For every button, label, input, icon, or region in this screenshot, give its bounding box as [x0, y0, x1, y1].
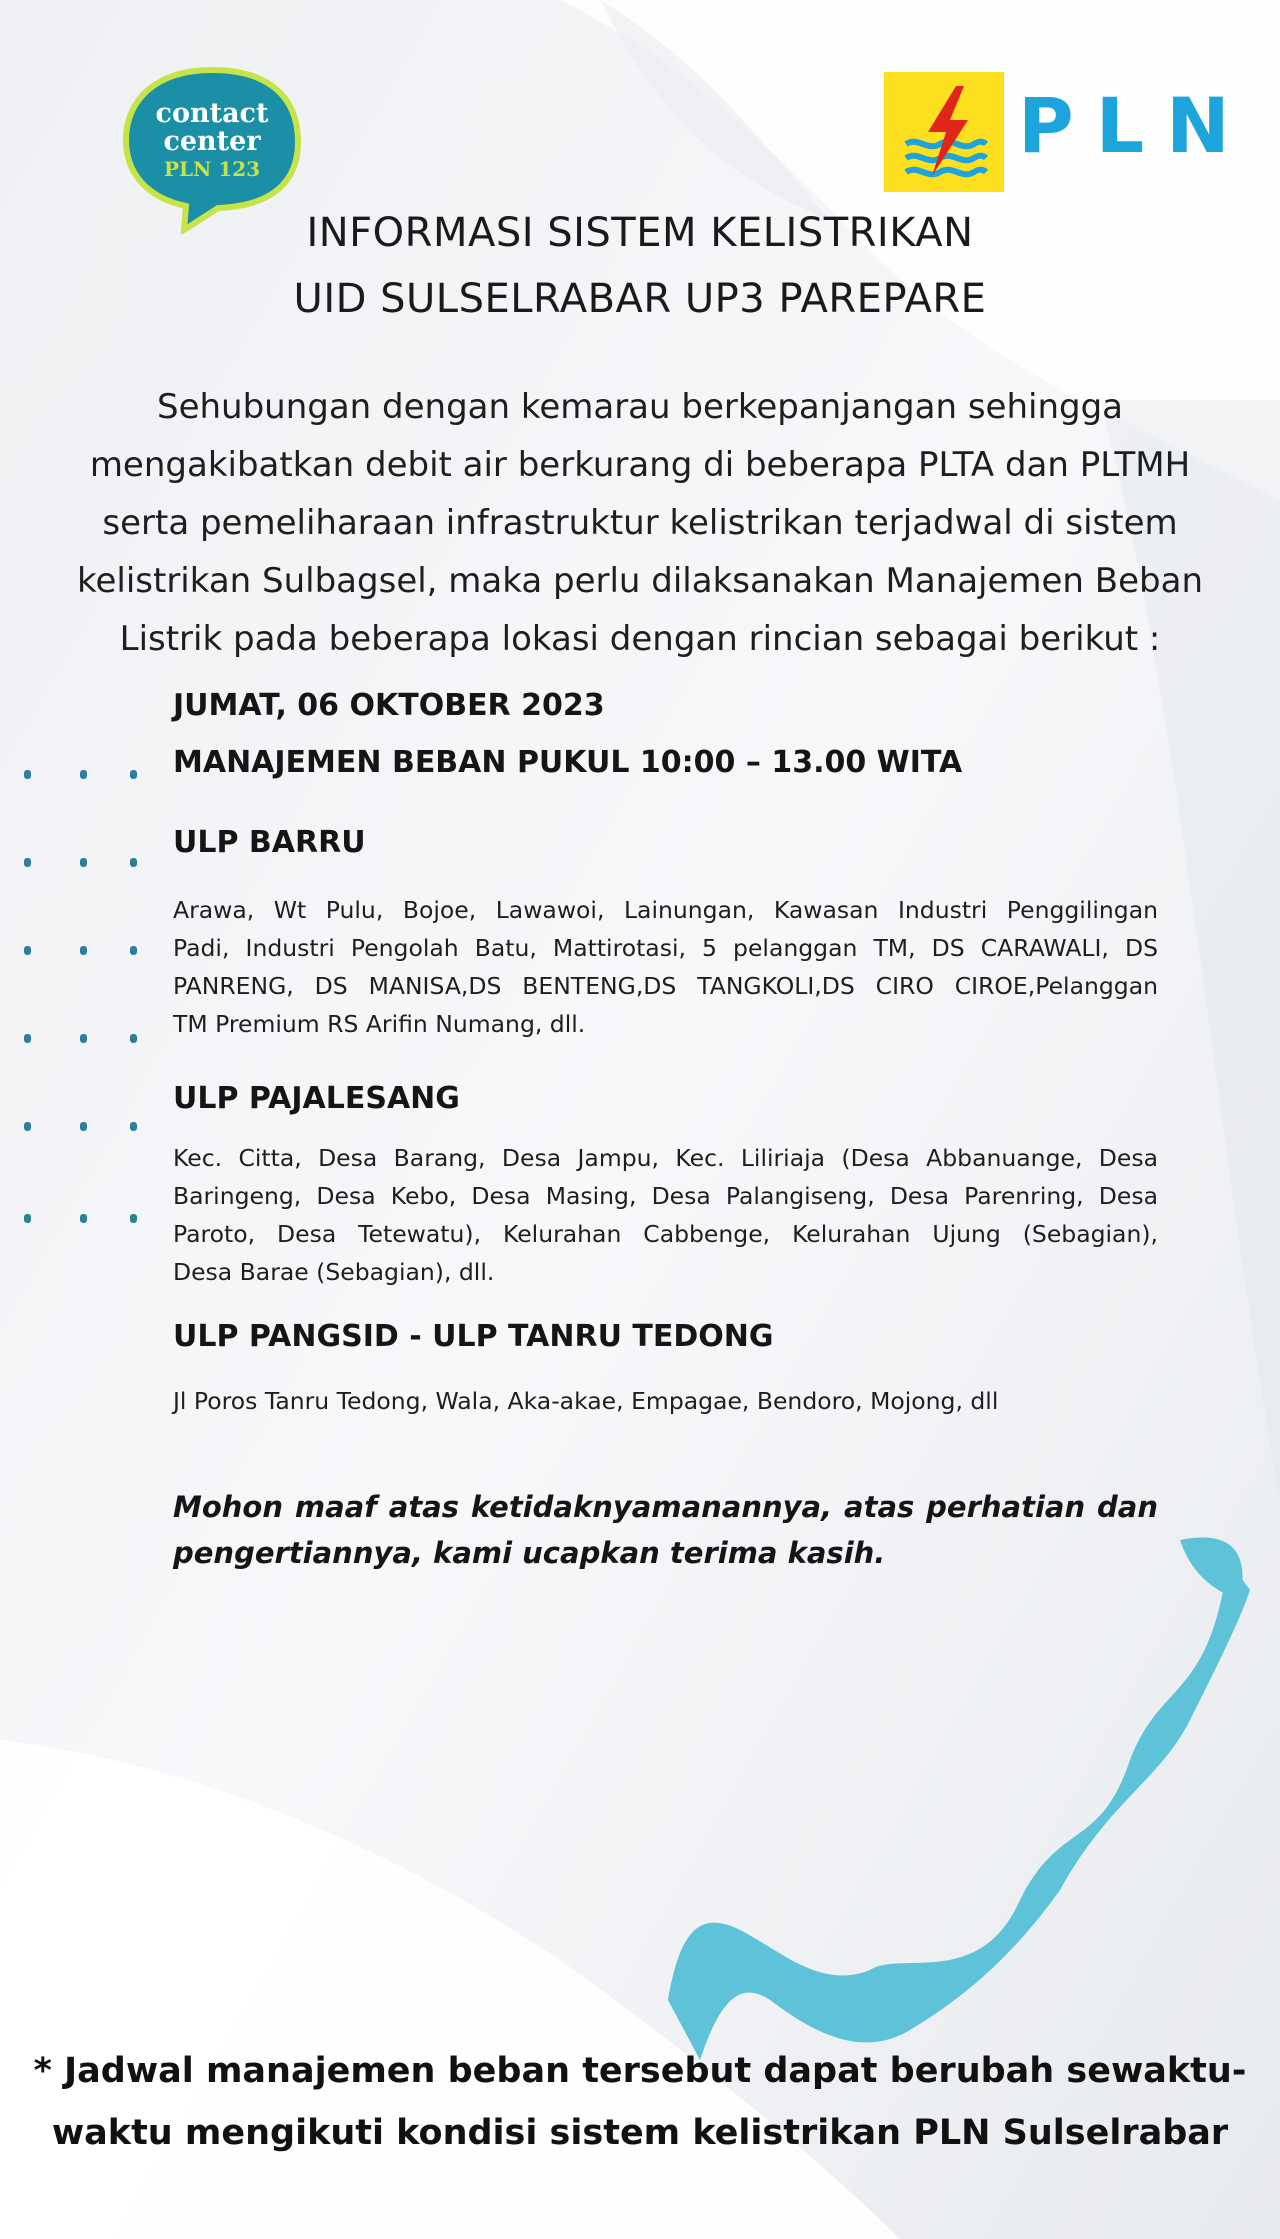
body-line: Arawa, Wt Pulu, Bojoe, Lawawoi, Lainungan, Kawasan Industri Penggilingan [173, 896, 1158, 924]
body-line: Jl Poros Tanru Tedong, Wala, Aka-akae, Empagae, Bendoro, Mojong, dll [173, 1387, 999, 1415]
closing-line2: pengertiannya, kami ucapkan terima kasih. [173, 1536, 886, 1570]
dot [24, 1034, 31, 1043]
dot [130, 770, 137, 779]
pln-wordmark: PLN [1018, 81, 1252, 170]
intro-line: kelistrikan Sulbagsel, maka perlu dilaksanakan Manajemen Beban [76, 561, 1204, 601]
page-title-line2: UID SULSELRABAR UP3 PAREPARE [293, 276, 987, 322]
intro-line: mengakibatkan debit air berkurang di beberapa PLTA dan PLTMH [89, 445, 1191, 485]
closing-message [173, 1484, 1158, 1576]
body-line: Paroto, Desa Tetewatu), Kelurahan Cabbenge, Kelurahan Ujung (Sebagian), [173, 1220, 1158, 1248]
intro-line: Listrik pada beberapa lokasi dengan rincian sebagai berikut : [119, 619, 1161, 659]
schedule-date: JUMAT, 06 OKTOBER 2023 [173, 688, 605, 723]
body-line: PANRENG, DS MANISA,DS BENTENG,DS TANGKOLI,DS CIRO CIROE,Pelanggan [173, 972, 1158, 1000]
cc-line1: contact [155, 98, 269, 129]
contact-center-logo [122, 64, 302, 234]
dot [80, 1122, 87, 1131]
dot [80, 770, 87, 779]
dot [24, 770, 31, 779]
closing-line1: Mohon maaf atas ketidaknyamanannya, atas perhatian dan [173, 1490, 1158, 1524]
dot [130, 946, 137, 955]
dot [130, 1034, 137, 1043]
footnote-line2: waktu mengikuti kondisi sistem kelistrikan PLN Sulselrabar [51, 2113, 1229, 2153]
cc-line2: center [163, 126, 261, 157]
dot [80, 1034, 87, 1043]
section-heading-pajalesang: ULP PAJALESANG [173, 1081, 460, 1116]
dot [130, 1214, 137, 1223]
footnote-line1: * Jadwal manajemen beban tersebut dapat berubah sewaktu- [33, 2051, 1247, 2091]
dot [80, 946, 87, 955]
section-body-pangsid-tanru-tedong [173, 1382, 1158, 1420]
dot [130, 858, 137, 867]
schedule-time: MANAJEMEN BEBAN PUKUL 10:00 – 13.00 WITA [173, 745, 963, 780]
body-line: Padi, Industri Pengolah Batu, Mattirotasi, 5 pelanggan TM, DS CARAWALI, DS [173, 934, 1158, 962]
body-line: Baringeng, Desa Kebo, Desa Masing, Desa Palangiseng, Desa Parenring, Desa [173, 1182, 1158, 1210]
dot [24, 946, 31, 955]
dot [80, 858, 87, 867]
page-title-line1: INFORMASI SISTEM KELISTRIKAN [306, 210, 974, 256]
dot [24, 1122, 31, 1131]
dot [80, 1214, 87, 1223]
section-heading-barru: ULP BARRU [173, 825, 366, 860]
section-body-pajalesang [173, 1139, 1158, 1291]
intro-line: Sehubungan dengan kemarau berkepanjangan sehingga [156, 387, 1123, 427]
section-heading-pangsid-tanru-tedong: ULP PANGSID - ULP TANRU TEDONG [173, 1319, 774, 1354]
section-body-barru [173, 891, 1158, 1043]
footnote [0, 2040, 1280, 2164]
body-line: Desa Barae (Sebagian), dll. [173, 1258, 495, 1286]
dot [24, 858, 31, 867]
intro-line: serta pemeliharaan infrastruktur kelistrikan terjadwal di sistem [102, 503, 1178, 543]
pln-emblem-icon [884, 72, 1004, 192]
cc-line3: PLN 123 [163, 157, 261, 181]
dot [24, 1214, 31, 1223]
body-line: Kec. Citta, Desa Barang, Desa Jampu, Kec. Liliriaja (Desa Abbanuange, Desa [173, 1144, 1158, 1172]
dot [130, 1122, 137, 1131]
body-line: TM Premium RS Arifin Numang, dll. [173, 1010, 586, 1038]
intro-paragraph [60, 378, 1220, 668]
